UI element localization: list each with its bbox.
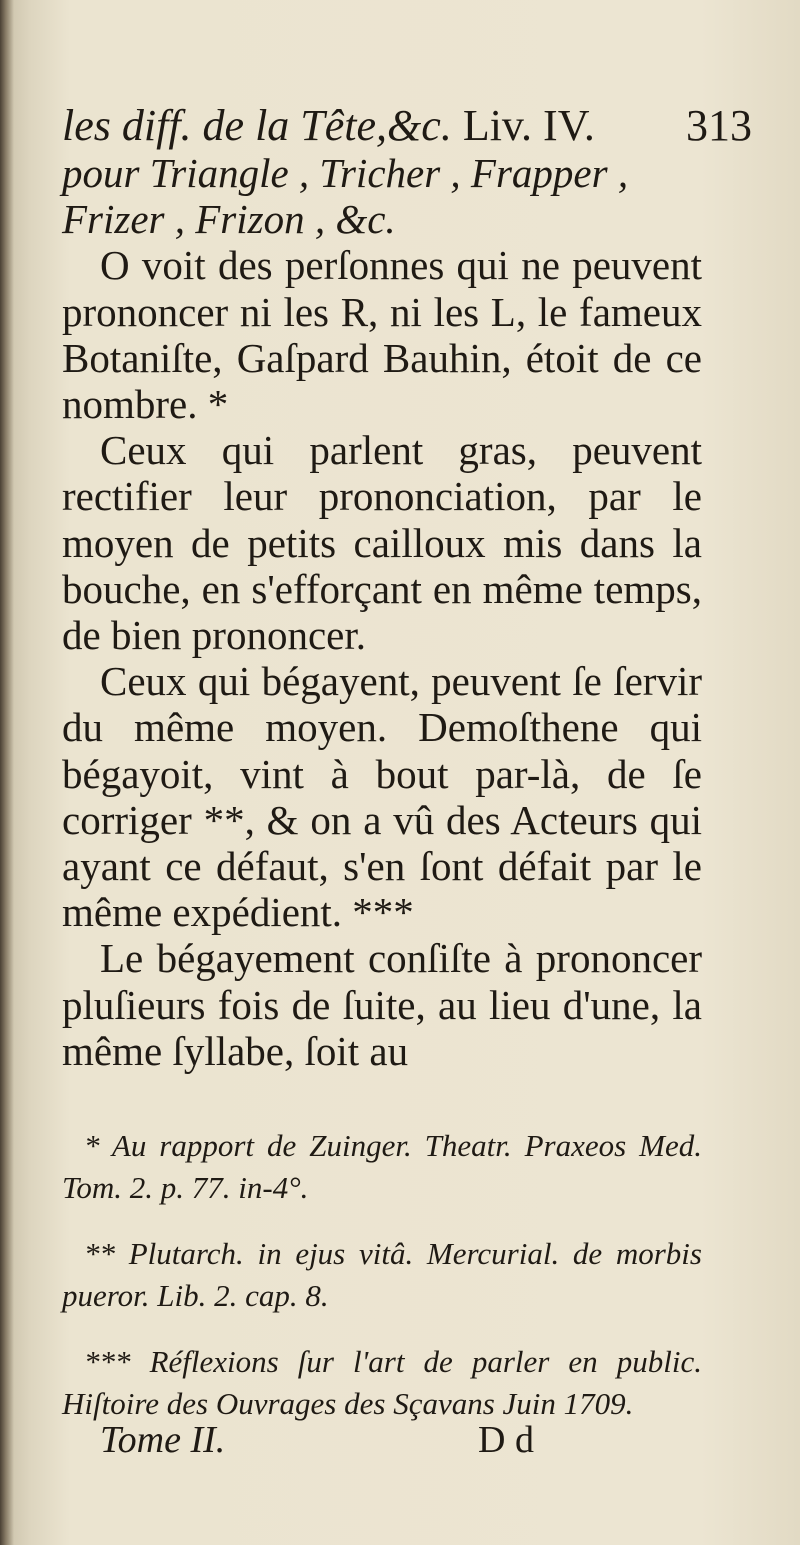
- running-head-title: les diff. de la Tête,&c.: [62, 101, 452, 150]
- page-number: 313: [686, 101, 752, 150]
- running-head: [62, 100, 752, 151]
- paragraph-4: Le bégayement conſiſte à prononcer pluſieurs fois de ſuite, au lieu d'une, la même ſyllabe, ſoit au: [62, 935, 702, 1074]
- paragraph-1: O voit des perſonnes qui ne peuvent prononcer ni les R, ni les L, le fameux Botaniſte, Gaſpard Bauhin, étoit de ce nombre. *: [62, 242, 702, 428]
- body-text: [62, 150, 702, 1074]
- volume-signature: Tome II.: [100, 1419, 226, 1461]
- footnote-3: *** Réflexions ſur l'art de parler en public. Hiſtoire des Ouvrages des Sçavans Juin 1709.: [62, 1344, 702, 1421]
- body-line-2: Frizer , Frizon , &c.: [62, 196, 396, 243]
- running-head-book: Liv. IV.: [462, 101, 595, 150]
- paragraph-2: Ceux qui parlent gras, peuvent rectifier leur prononciation, par le moyen de petits cailloux mis dans la bouche, en s'efforçant en même temps, de bien prononcer.: [62, 427, 702, 659]
- binding-gutter: [0, 0, 14, 1545]
- body-line-1: pour Triangle , Tricher , Frapper ,: [62, 150, 629, 196]
- footnote-1: * Au rapport de Zuinger. Theatr. Praxeos Med. Tom. 2. p. 77. in-4°.: [62, 1128, 702, 1205]
- footnotes: [62, 1125, 702, 1449]
- signature-mark: D d: [478, 1419, 534, 1461]
- paragraph-3: Ceux qui bégayent, peuvent ſe ſervir du même moyen. Demoſthene qui bégayoit, vint à bout par-là, de ſe corriger **, & on a vû des Acteurs qui ayant ce défaut, s'en ſont défait par le même expédient. ***: [62, 658, 702, 936]
- footnote-2: ** Plutarch. in ejus vitâ. Mercurial. de morbis pueror. Lib. 2. cap. 8.: [62, 1236, 702, 1313]
